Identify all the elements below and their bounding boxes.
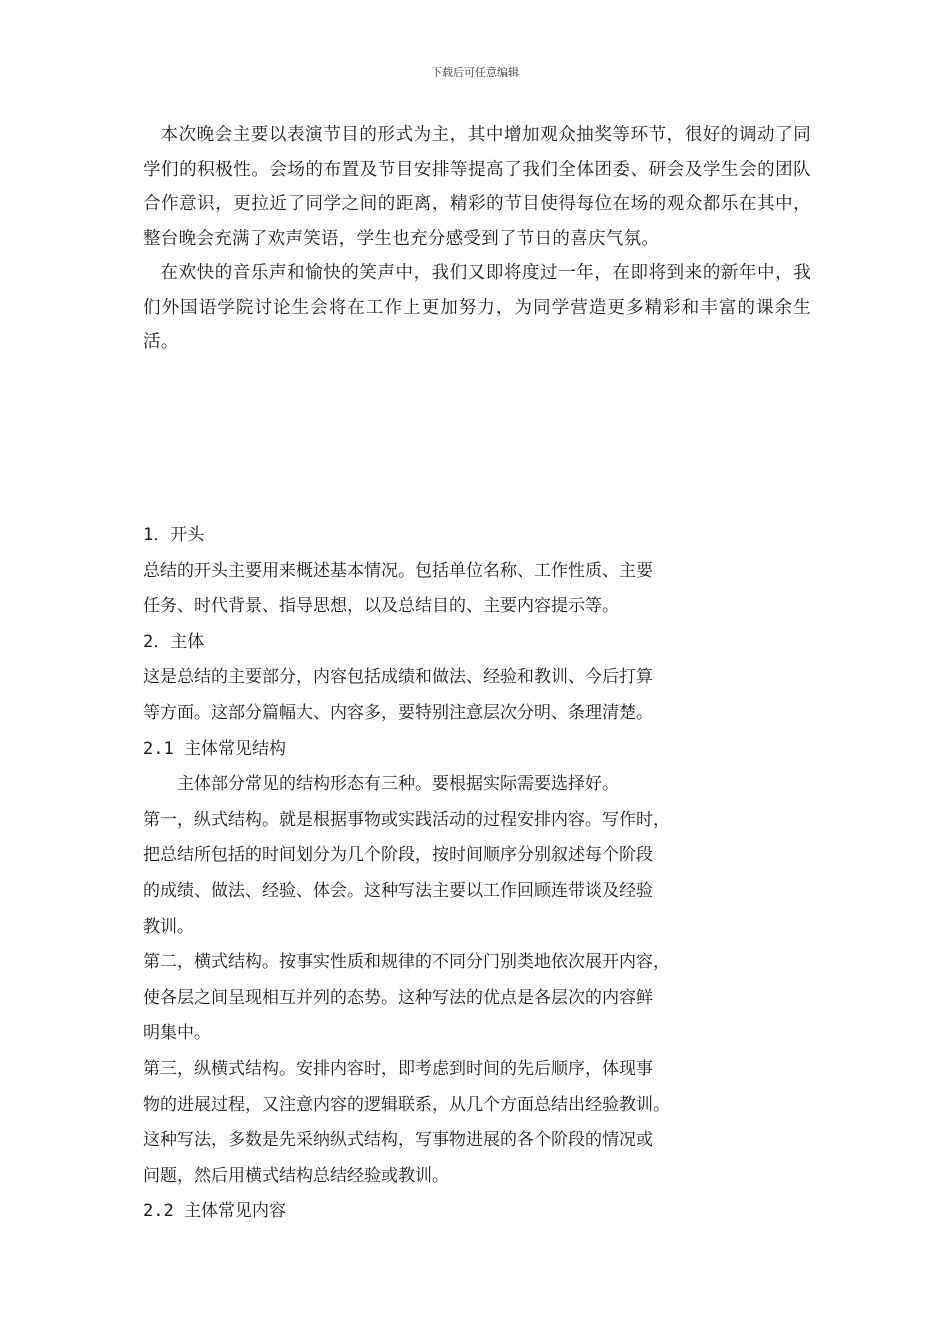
body-line: 的成绩、做法、经验、体会。这种写法主要以工作回顾连带谈及经验: [143, 880, 653, 901]
page-header: 下载后可任意编辑: [431, 66, 519, 79]
body-line: 主体部分常见的结构形态有三种。要根据实际需要选择好。: [177, 774, 619, 795]
body-line: 任务、时代背景、指导思想，以及总结目的、主要内容提示等。: [143, 596, 619, 617]
body-line: 总结的开头主要用来概述基本情况。包括单位名称、工作性质、主要: [143, 560, 653, 581]
section-heading-opening: 1．开头: [143, 525, 205, 545]
intro-section: [143, 118, 811, 360]
body-line: 等方面。这部分篇幅大、内容多，要特别注意层次分明、条理清楚。: [143, 702, 653, 723]
outline-section: [143, 518, 743, 1230]
body-line: 这是总结的主要部分，内容包括成绩和做法、经验和教训、今后打算: [143, 667, 653, 688]
body-line: 使各层之间呈现相互并列的态势。这种写法的优点是各层次的内容鲜: [143, 987, 653, 1008]
section-heading-body: 2．主体: [143, 631, 205, 652]
body-line: 问题，然后用横式结构总结经验或教训。: [143, 1165, 449, 1186]
body-line: 教训。: [143, 916, 194, 937]
body-line: 这种写法，多数是先采纳纵式结构，写事物进展的各个阶段的情况或: [143, 1130, 653, 1151]
body-line: 第一，纵式结构。就是根据事物或实践活动的过程安排内容。写作时，: [143, 809, 670, 830]
body-line: 物的进展过程，又注意内容的逻辑联系，从几个方面总结出经验教训。: [143, 1094, 670, 1115]
body-line: 第三，纵横式结构。安排内容时，即考虑到时间的先后顺序，体现事: [143, 1058, 653, 1079]
body-line: 第二，横式结构。按事实性质和规律的不同分门别类地依次展开内容，: [143, 952, 670, 973]
body-line: 明集中。: [143, 1023, 211, 1044]
body-line: 把总结所包括的时间划分为几个阶段，按时间顺序分别叙述每个阶段: [143, 845, 653, 866]
intro-paragraph-1: 本次晚会主要以表演节目的形式为主，其中增加观众抽奖等环节，很好的调动了同学们的积极性。会场的布置及节目安排等提高了我们全体团委、研会及学生会的团队合作意识，更拉近了同学之间的距离，精彩的节目使得每位在场的观众都乐在其中，整台晚会充满了欢声笑语，学生也充分感受到了节日的喜庆气氛。: [143, 125, 811, 249]
subsection-heading-content: 2.2 主体常见内容: [143, 1201, 286, 1222]
subsection-heading-structure: 2.1 主体常见结构: [143, 738, 286, 759]
intro-paragraph-2: 在欢快的音乐声和愉快的笑声中，我们又即将度过一年，在即将到来的新年中，我们外国语学院讨论生会将在工作上更加努力，为同学营造更多精彩和丰富的课余生活。: [143, 263, 811, 352]
